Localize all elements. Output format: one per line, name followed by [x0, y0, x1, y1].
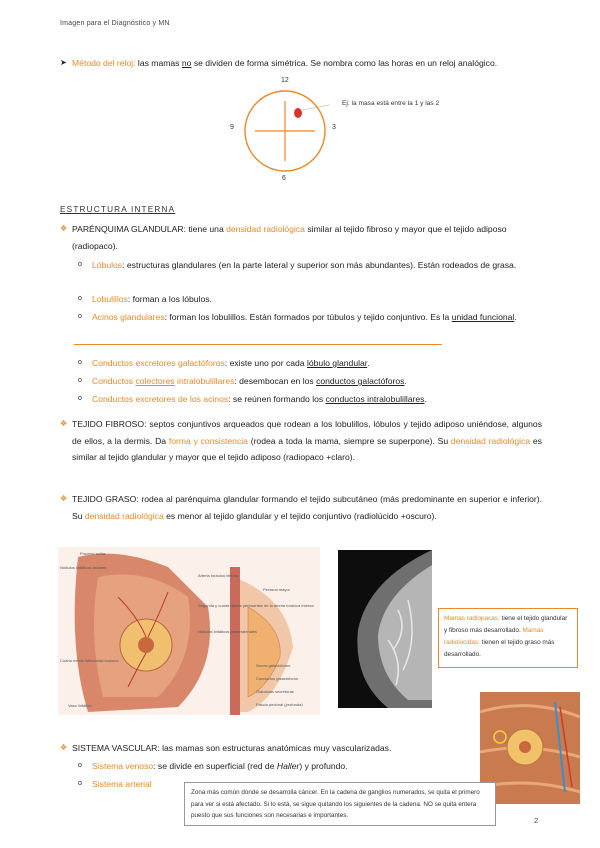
list-item-acinos: o Acinos glandulares: forman los lobulillos. Están formados por túbulos y tejido conjuntivo. Es la unidad funcional. [78, 309, 542, 326]
section-title: ESTRUCTURA INTERNA [60, 205, 176, 214]
parenquima-paragraph: PARÉNQUIMA GLANDULAR: tiene una densidad radiológica similar al tejido fibroso y mayor que el tejido adiposo (radiopaco). [72, 224, 507, 251]
circle-bullet-icon: o [78, 261, 82, 268]
mammo-density-note: Mamas radiopacas: tiene el tejido glandular y fibroso más desarrollado. Mamas radiolúcidas: tienen el tejido graso más desarrollado. [438, 608, 578, 668]
mass-marker [294, 108, 302, 118]
diamond-bullet-icon: ❖ [60, 743, 68, 752]
list-item-conductos-colectores: o Conductos colectores intralobulillares: desembocan en los conductos galactóforos. [78, 373, 542, 390]
list-item-lobulillos: o Lobulillos: forman a los lóbulos. [78, 291, 542, 308]
clock-label-12: 12 [281, 77, 289, 84]
running-header: Imagen para el Diagnóstico y MN [60, 20, 170, 27]
label-vaso-linfatico: Vaso linfático [68, 703, 92, 708]
breast-anatomy-illustration [58, 547, 320, 715]
list-item-conductos-galactoforos: o Conductos excretores galactóforos: existe uno por cada lóbulo glandular. [78, 355, 542, 372]
label-senos-galactoforos: Senos galactóforos [256, 663, 291, 668]
label-ramas-perforantes: Segunda y cuarta ramas perforantes de la arteria torácica interna [198, 603, 314, 608]
label-arteria-toracica: Arteria torácica interna [198, 573, 239, 578]
anatomy-drawing [58, 547, 320, 715]
diamond-bullet-icon: ❖ [60, 224, 68, 233]
label-nodulos-paraesternales: Nódulos linfáticos paraesternales [198, 629, 257, 634]
list-item-lobulos: o Lóbulos: estructuras glandulares (en la parte lateral y superior son más abundantes). Están rodeados de grasa. [78, 257, 542, 274]
metodo-label: Método del reloj: [72, 58, 136, 68]
metodo-paragraph: Método del reloj: las mamas no se dividen de forma simétrica. Se nombra como las horas en un reloj analógico. [72, 58, 498, 68]
circle-bullet-icon: o [78, 377, 82, 384]
vascular-paragraph: SISTEMA VASCULAR: las mamas son estructuras anatómicas muy vascularizadas. [72, 743, 392, 753]
fibroso-paragraph: TEJIDO FIBROSO: septos conjuntivos arqueados que rodean a los lobulillos, lóbulos y tejido adiposo uniéndose, algunos de ellos, a la dermis. Da forma y consistencia (rodea a toda la mama, siempre se superpone). Su densidad radiológica es similar al tejido glandular y mayor que el tejido adiposo (radiopaco +claro). [72, 419, 542, 462]
mammogram-drawing [338, 550, 432, 708]
label-glandulas-secretoras: Glándulas secretoras [256, 689, 294, 694]
circle-bullet-icon: o [78, 762, 82, 769]
diamond-bullet-icon: ❖ [60, 419, 68, 428]
lymph-note-box: Zona más común donde se desarrolla cáncer. En la cadena de ganglios numerados, se quita el primero para ver si está afectado. Si lo está, se sigue quitando los siguientes de la cadena. NO se quita entera puesto que sus funciones son necesarias e importantes. [184, 782, 496, 826]
list-item-conductos-acinos: o Conductos excretores de los acinos: se reúnen formando los conductos intralobulillares. [78, 391, 542, 408]
divider-line [74, 344, 442, 345]
list-item-sistema-venoso: o Sistema venoso: se divide en superficial (red de Haller) y profundo. [78, 758, 478, 775]
page-number: 2 [534, 816, 539, 825]
circle-bullet-icon: o [78, 295, 82, 302]
arrow-bullet-icon: ➤ [60, 58, 67, 67]
label-conductos-galactoforos: Conductos galactóforos [256, 676, 299, 681]
label-nodulos-axilares: Nódulos linfáticos axilares [60, 565, 107, 570]
diamond-bullet-icon: ❖ [60, 494, 68, 503]
clock-label-9: 9 [230, 124, 234, 131]
clock-note: Ej: la masa está entre la 1 y las 2 [342, 100, 440, 107]
label-pectoral-mayor: Pectoral mayor [263, 587, 290, 592]
label-proceso-axilar: Proceso axilar [80, 551, 106, 556]
label-nervio-intercostal: Cuarto nervio intercostal torácico [60, 658, 119, 663]
clock-diagram [240, 88, 330, 174]
clock-label-6: 6 [282, 175, 286, 182]
circle-bullet-icon: o [78, 313, 82, 320]
graso-paragraph: TEJIDO GRASO: rodea al parénquima glandular formando el tejido subcutáneo (más predominante en superior e inferior). Su densidad radiológica es menor al tejido glandular y el tejido conjuntivo (radiolúcido +oscuro). [72, 494, 542, 521]
circle-bullet-icon: o [78, 395, 82, 402]
mammogram-image [338, 550, 432, 708]
circle-bullet-icon: o [78, 780, 82, 787]
list-item-sistema-arterial: o Sistema arterial [78, 776, 188, 793]
label-fascia-pectoral: Fascia pectoral (profunda) [256, 702, 303, 707]
clock-label-3: 3 [332, 124, 336, 131]
circle-bullet-icon: o [78, 359, 82, 366]
